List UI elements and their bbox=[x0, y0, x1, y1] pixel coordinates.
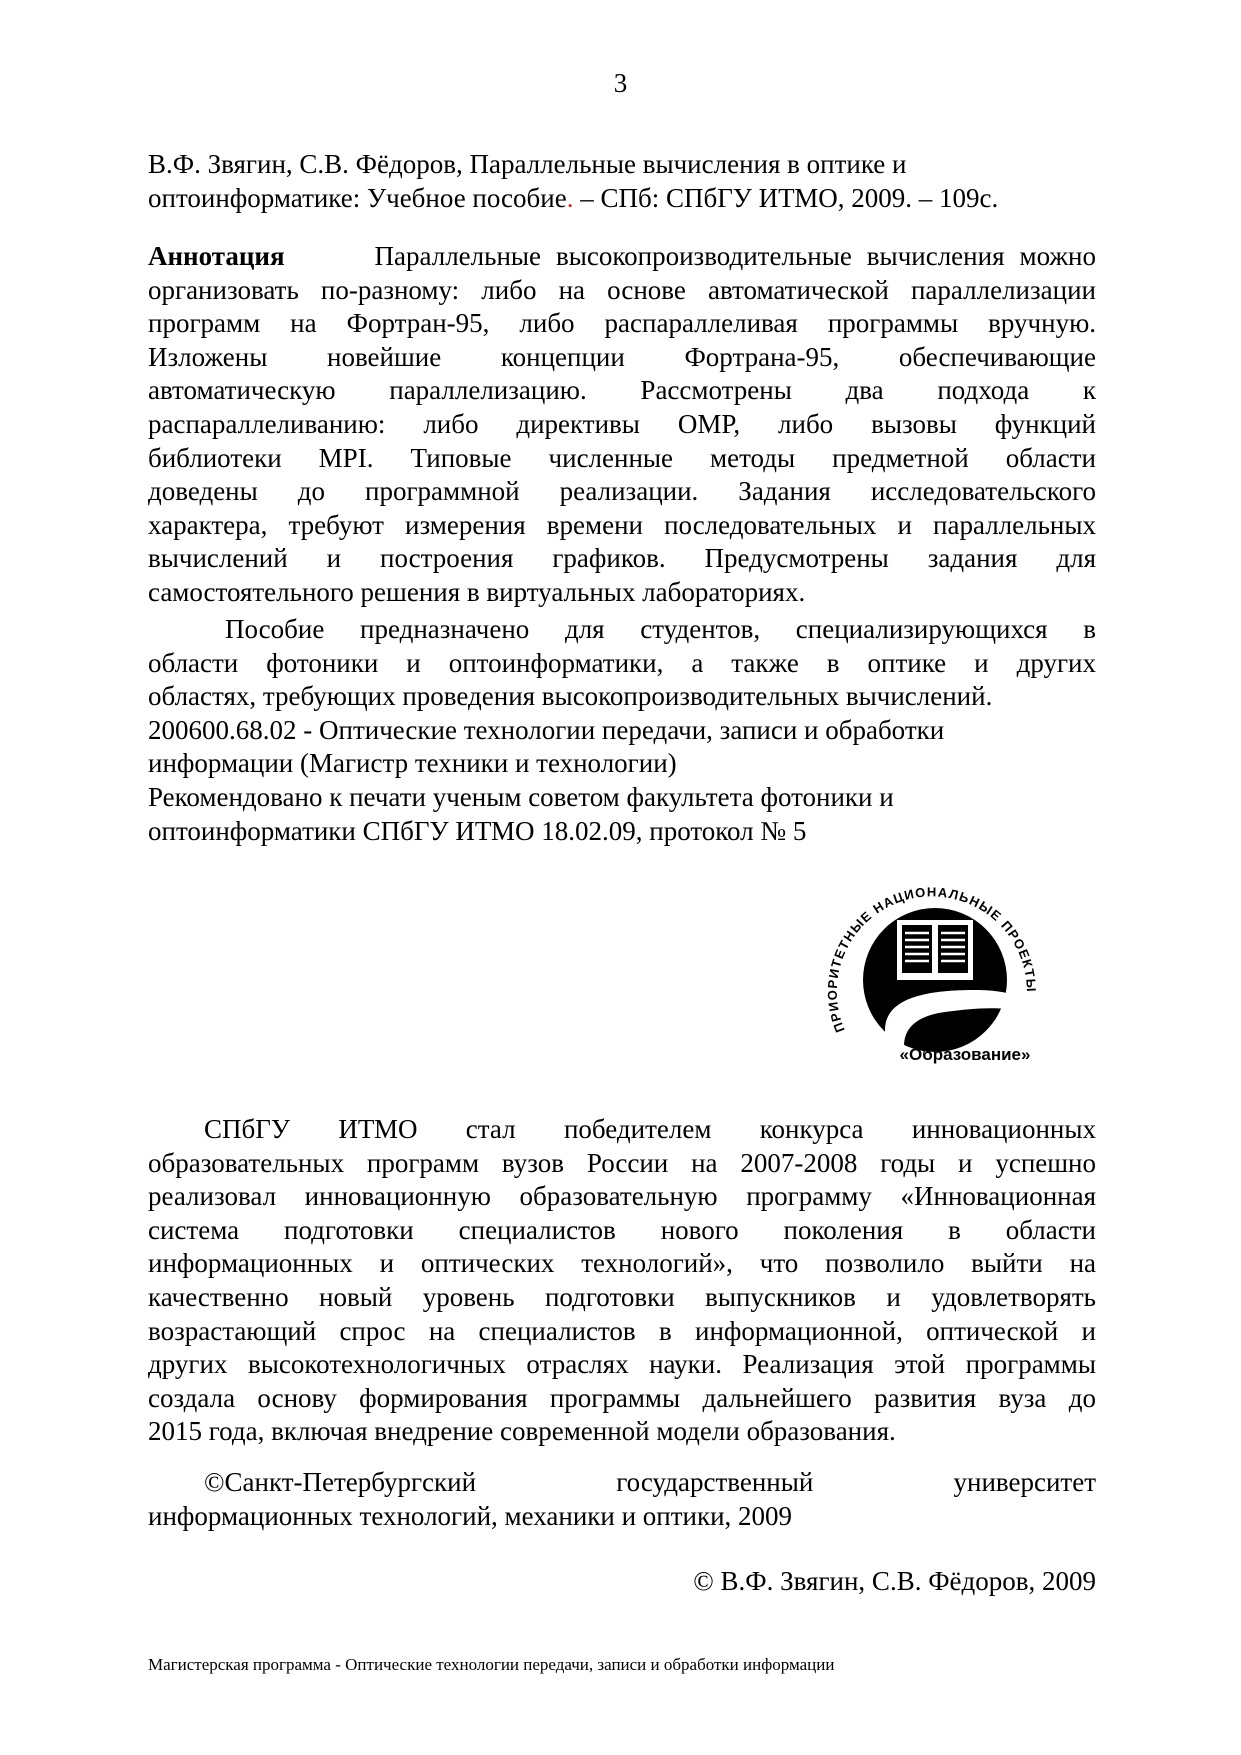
annotation-line: вычислений и построения графиков. Предусмотрены задания для bbox=[148, 543, 1096, 574]
annotation-line: характера, требуют измерения времени последовательных и параллельных bbox=[148, 509, 1096, 540]
winner-line: возрастающий спрос на специалистов в информационной, оптической и bbox=[148, 1315, 1096, 1346]
winner-line: качественно новый уровень подготовки выпускников и удовлетворять bbox=[148, 1281, 1096, 1312]
recommended-line: Рекомендовано к печати ученым советом факультета фотоники и bbox=[148, 781, 894, 812]
annotation-line: Аннотация Параллельные высокопроизводительные вычисления можно bbox=[148, 241, 1096, 271]
citation bbox=[148, 148, 1096, 215]
audience-paragraph bbox=[148, 613, 1096, 848]
winner-paragraph bbox=[148, 1113, 1096, 1449]
copyright-university-line: информационных технологий, механики и оптики, 2009 bbox=[148, 1500, 793, 1531]
program-line: информации (Магистр техники и технологии) bbox=[148, 748, 677, 779]
annotation-line: автоматическую параллелизацию. Рассмотрены два подхода к bbox=[148, 375, 1096, 406]
annotation-line: Изложены новейшие концепции Фортрана-95, обеспечивающие bbox=[148, 341, 1096, 372]
winner-line: система подготовки специалистов нового поколения в области bbox=[148, 1214, 1096, 1245]
copyright-university bbox=[148, 1466, 1096, 1533]
annotation-line: распараллеливанию: либо директивы OMP, либо вызовы функций bbox=[148, 408, 1096, 439]
citation-line-2: оптоинформатике: Учебное пособие. – СПб: СПбГУ ИТМО, 2009. – 109с. bbox=[148, 182, 999, 213]
winner-line: реализовал инновационную образовательную программу «Инновационная bbox=[148, 1181, 1096, 1212]
page-number: 3 bbox=[613, 68, 628, 98]
audience-line: областях, требующих проведения высокопроизводительных вычислений. bbox=[148, 681, 993, 712]
winner-line: 2015 года, включая внедрение современной модели образования. bbox=[148, 1416, 896, 1447]
annotation-line: самостоятельного решения в виртуальных лабораториях. bbox=[148, 576, 806, 607]
education-project-logo bbox=[815, 880, 1075, 1080]
audience-line: Пособие предназначено для студентов, специализирующихся в bbox=[225, 614, 1096, 644]
winner-line: образовательных программ вузов России на 2007-2008 годы и успешно bbox=[148, 1147, 1096, 1178]
annotation-line: программ на Фортран-95, либо распараллеливая программы вручную. bbox=[148, 308, 1096, 339]
logo-arc-text: ПРИОРИТЕТНЫЕ НАЦИОНАЛЬНЫЕ ПРОЕКТЫ bbox=[824, 884, 1040, 1035]
logo-caption: «Образование» bbox=[899, 1045, 1031, 1064]
winner-line: информационных и оптических технологий», что позволило выйти на bbox=[148, 1248, 1096, 1279]
audience-line: области фотоники и оптоинформатики, а также в оптике и других bbox=[148, 647, 1096, 678]
program-line: 200600.68.02 - Оптические технологии передачи, записи и обработки bbox=[148, 714, 945, 745]
recommended-line: оптоинформатики СПбГУ ИТМО 18.02.09, протокол № 5 bbox=[148, 815, 807, 846]
annotation bbox=[148, 240, 1096, 610]
copyright-authors: © В.Ф. Звягин, С.В. Фёдоров, 2009 bbox=[693, 1566, 1096, 1596]
annotation-line: организовать по-разному: либо на основе автоматической параллелизации bbox=[148, 274, 1096, 305]
winner-line: других высокотехнологичных отраслях науки. Реализация этой программы bbox=[148, 1349, 1096, 1380]
book-icon bbox=[897, 920, 973, 980]
winner-line: создала основу формирования программы дальнейшего развития вуза до bbox=[148, 1382, 1096, 1413]
citation-accent-dot: . bbox=[566, 182, 574, 213]
copyright-university-line: ©Санкт-Петербургский государственный университет bbox=[204, 1467, 1096, 1497]
annotation-line: доведены до программной реализации. Задания исследовательского bbox=[148, 476, 1096, 507]
annotation-line: библиотеки MPI. Типовые численные методы предметной области bbox=[148, 442, 1096, 473]
citation-line-1: В.Ф. Звягин, С.В. Фёдоров, Параллельные вычисления в оптике и bbox=[148, 149, 907, 179]
winner-line: СПбГУ ИТМО стал победителем конкурса инновационных bbox=[204, 1114, 1096, 1144]
annotation-label: Аннотация bbox=[148, 241, 285, 271]
page-footer: Магистерская программа - Оптические технологии передачи, записи и обработки информации bbox=[148, 1655, 835, 1674]
